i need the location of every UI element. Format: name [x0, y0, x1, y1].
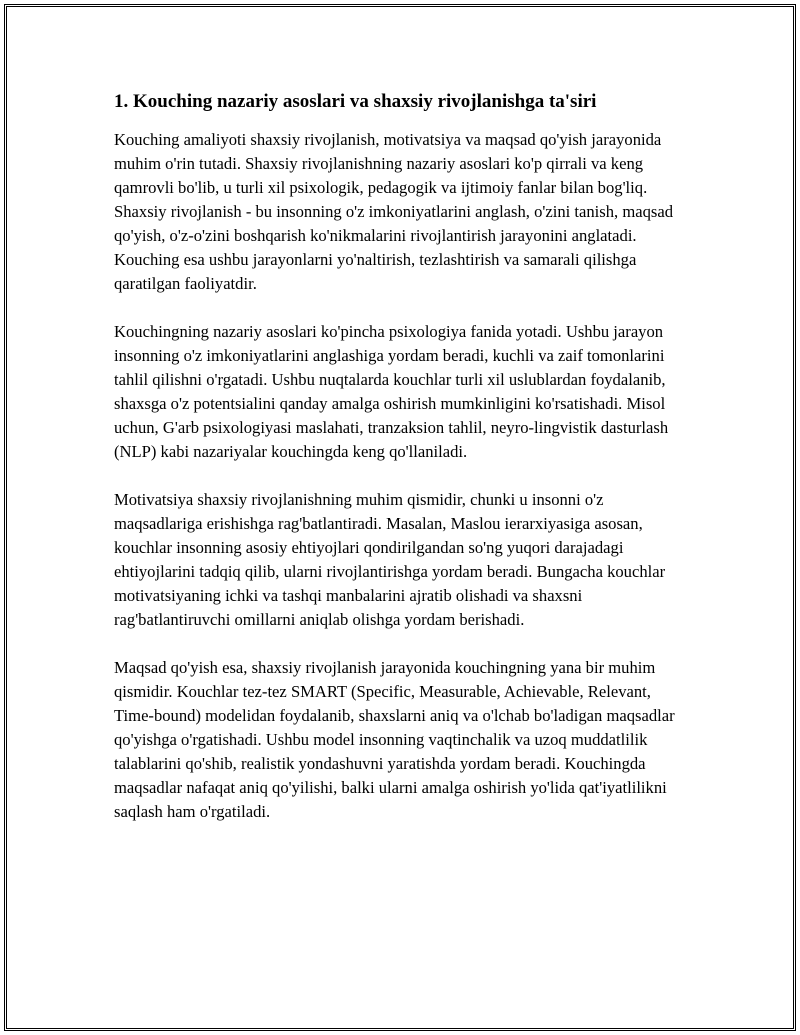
paragraph-motivation: Motivatsiya shaxsiy rivojlanishning muhim qismidir, chunki u insonni o'z maqsadlariga erishishga rag'batlantiradi. Masalan, Maslou ierarxiyasiga asosan, kouchlar insonning asosiy ehtiyojlari qondirilgandan so'ng yuqori darajadagi ehtiyojlarini tadqiq qilib, ularni rivojlantirishga yordam beradi. Bungacha kouchlar motivatsiyaning ichki va tashqi manbalarini ajratib olishadi va shaxsni rag'batlantiruvchi omillarni aniqlab olishga yordam berishadi. [114, 490, 666, 629]
paragraph-intro: Kouching amaliyoti shaxsiy rivojlanish, motivatsiya va maqsad qo'yish jarayonida muhim o'rin tutadi. Shaxsiy rivojlanishning nazariy asoslari ko'p qirrali va keng qamrovli bo'lib, u turli xil psixologik, pedagogik va ijtimoiy fanlar bilan bog'liq. Shaxsiy rivojlanish - bu insonning o'z imkoniyatlarini anglash, o'zini tanish, maqsad qo'yish, o'z-o'zini boshqarish ko'nikmalarini rivojlantirish jarayonini anglatadi. Kouching esa ushbu jarayonlarni yo'naltirish, tezlashtirish va samarali qilishga qaratilgan faoliyatdir. [114, 130, 674, 293]
paragraph-theory: Kouchingning nazariy asoslari ko'pincha psixologiya fanida yotadi. Ushbu jarayon insonning o'z imkoniyatlarini anglashiga yordam beradi, kuchli va zaif tomonlarini tahlil qilishni o'rgatadi. Ushbu nuqtalarda kouchlar turli xil uslublardan foydalanib, shaxsga o'z potentsialini qanday amalga oshirish mumkinligini ko'rsatishadi. Misol uchun, G'arb psixologiyasi maslahati, tranzaksion tahlil, neyro-lingvistik dasturlash (NLP) kabi nazariyalar kouchingda keng qo'llaniladi. [114, 322, 669, 461]
document-body [114, 90, 682, 848]
paragraph-goal-setting: Maqsad qo'yish esa, shaxsiy rivojlanish jarayonida kouchingning yana bir muhim qismidir. Kouchlar tez-tez SMART (Specific, Measurable, Achievable, Relevant, Time-bound) modelidan foydalanib, shaxslarni aniq va o'lchab bo'ladigan maqsadlar qo'yishga o'rgatishadi. Ushbu model insonning vaqtinchalik va uzoq muddatlilik talablarini qo'shib, realistik yondashuvni yaratishda yordam beradi. Kouchingda maqsadlar nafaqat aniq qo'yilishi, balki ularni amalga oshirish yo'lida qat'iyatlilikni saqlash ham o'rgatiladi. [114, 658, 675, 821]
document-title: 1. Kouching nazariy asoslari va shaxsiy rivojlanishga ta'siri [114, 91, 597, 112]
